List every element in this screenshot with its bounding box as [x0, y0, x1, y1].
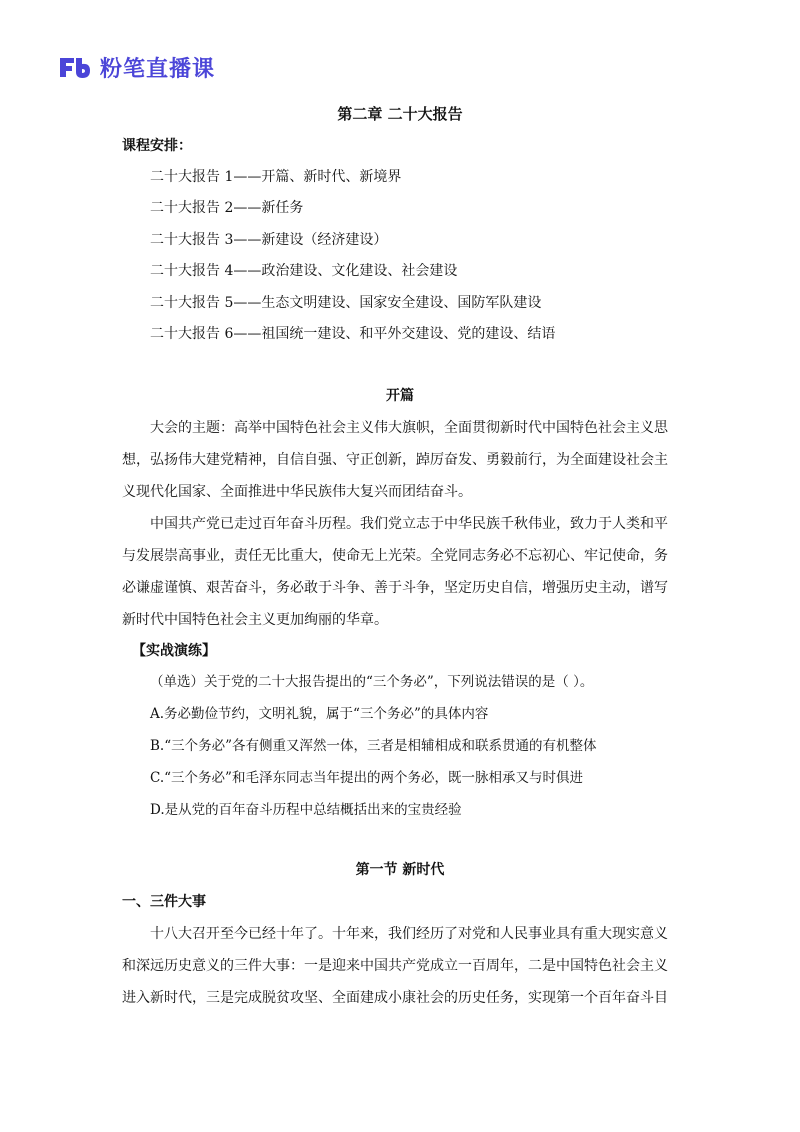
question-text: （单选）关于党的二十大报告提出的“三个务必”，下列说法错误的是（ ）。: [150, 674, 594, 690]
option-c: C.“三个务必”和毛泽东同志当年提出的两个务必，既一脉相承又与时俱进: [150, 770, 583, 786]
schedule-item: 二十大报告 1——开篇、新时代、新境界: [150, 169, 402, 185]
section-title: 第一节 新时代: [355, 862, 445, 878]
section-para-line: 和深远历史意义的三件大事：一是迎来中国共产党成立一百周年，二是中国特色社会主义: [122, 958, 668, 974]
schedule-heading: 课程安排：: [122, 138, 192, 154]
section-para-line: 进入新时代，三是完成脱贫攻坚、全面建成小康社会的历史任务，实现第一个百年奋斗目: [122, 990, 668, 1006]
opening-para1-line: 大会的主题：高举中国特色社会主义伟大旗帜，全面贯彻新时代中国特色社会主义思: [150, 420, 668, 436]
opening-heading: 开篇: [386, 388, 414, 404]
section-subheading: 一、三件大事: [122, 894, 206, 910]
brand-logo: [58, 52, 215, 82]
opening-para1-line: 义现代化国家、全面推进中华民族伟大复兴而团结奋斗。: [122, 484, 472, 500]
option-b: B.“三个务必”各有侧重又浑然一体，三者是相辅相成和联系贯通的有机整体: [150, 738, 597, 754]
practice-heading: 【实战演练】: [132, 643, 216, 659]
chapter-title: 第二章 二十大报告: [337, 105, 463, 123]
brand-name: 粉笔直播课: [100, 56, 216, 82]
schedule-item: 二十大报告 4——政治建设、文化建设、社会建设: [150, 263, 458, 279]
opening-para2-line: 中国共产党已走过百年奋斗历程。我们党立志于中华民族千秋伟业，致力于人类和平: [150, 516, 668, 532]
opening-para2-line: 新时代中国特色社会主义更加绚丽的华章。: [122, 612, 388, 628]
schedule-item: 二十大报告 3——新建设（经济建设）: [150, 232, 388, 248]
section-para-line: 十八大召开至今已经十年了。十年来，我们经历了对党和人民事业具有重大现实意义: [150, 926, 668, 942]
opening-para1-line: 想，弘扬伟大建党精神，自信自强、守正创新，踔厉奋发、勇毅前行，为全面建设社会主: [122, 452, 668, 468]
opening-para2-line: 必谦虚谨慎、艰苦奋斗，务必敢于斗争、善于斗争，坚定历史自信，增强历史主动，谱写: [122, 580, 668, 596]
opening-para2-line: 与发展崇高事业，责任无比重大，使命无上光荣。全党同志务必不忘初心、牢记使命，务: [122, 548, 668, 564]
option-a: A.务必勤俭节约，文明礼貌，属于“三个务必”的具体内容: [150, 706, 489, 722]
schedule-item: 二十大报告 6——祖国统一建设、和平外交建设、党的建设、结语: [150, 326, 556, 342]
schedule-item: 二十大报告 2——新任务: [150, 200, 304, 216]
schedule-item: 二十大报告 5——生态文明建设、国家安全建设、国防军队建设: [150, 295, 542, 311]
fb-logo-icon: [58, 54, 92, 80]
option-d: D.是从党的百年奋斗历程中总结概括出来的宝贵经验: [150, 802, 462, 818]
